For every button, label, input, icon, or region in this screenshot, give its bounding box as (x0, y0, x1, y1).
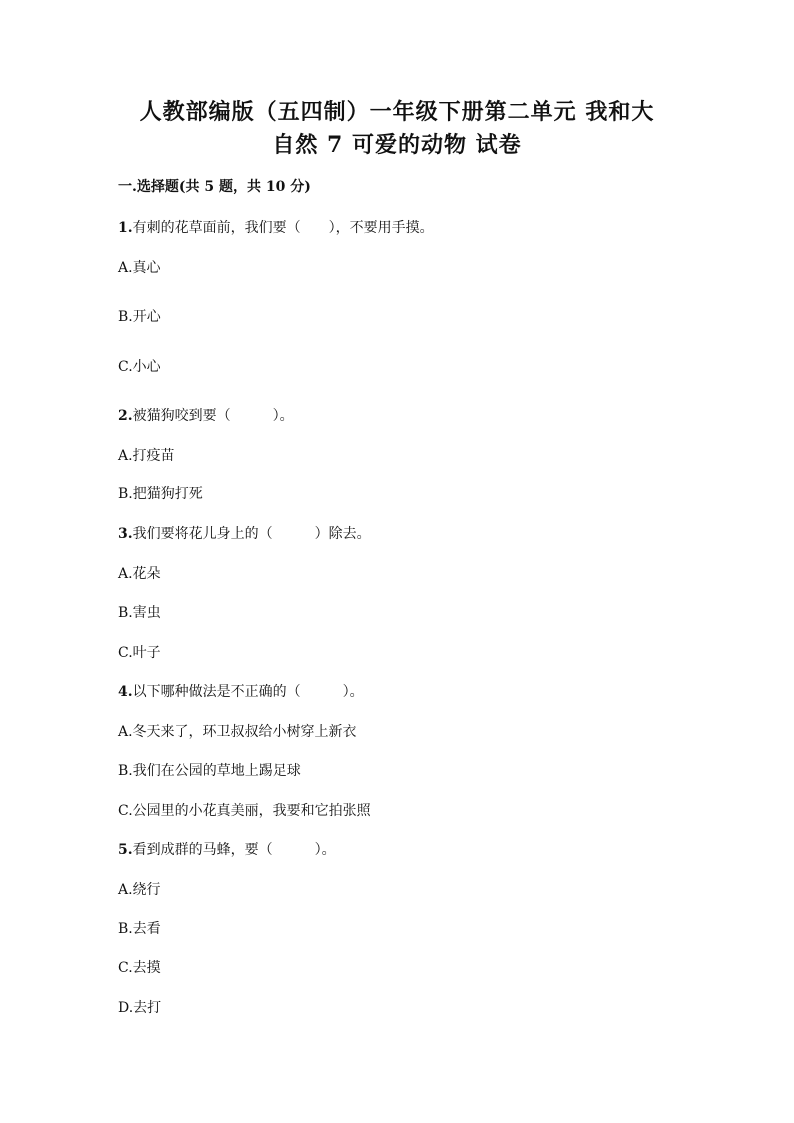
question-number: 3. (118, 526, 133, 542)
question-5-option-a: A.绕行 (118, 882, 161, 898)
question-text: 我们要将花儿身上的（ ）除去。 (132, 526, 371, 542)
document-title-line-2: 自然 7 可爱的动物 试卷 (272, 132, 522, 158)
question-2-option-a: A.打疫苗 (118, 448, 175, 464)
question-text: 有刺的花草面前，我们要（ ），不要用手摸。 (132, 220, 434, 236)
question-3 (118, 524, 371, 544)
question-3-option-c: C.叶子 (118, 645, 161, 661)
question-3-option-a: A.花朵 (118, 566, 161, 582)
question-1-option-a: A.真心 (118, 260, 161, 276)
question-text: 看到成群的马蜂，要（ ）。 (132, 842, 336, 858)
question-3-option-b: B.害虫 (118, 605, 161, 621)
question-2 (118, 406, 294, 426)
question-2-option-b: B.把猫狗打死 (118, 486, 203, 502)
question-5-option-b: B.去看 (118, 921, 161, 937)
question-4-option-c: C.公园里的小花真美丽，我要和它拍张照 (118, 803, 371, 819)
question-4-option-a: A.冬天来了，环卫叔叔给小树穿上新衣 (118, 724, 357, 740)
question-4-option-b: B.我们在公园的草地上踢足球 (118, 763, 301, 779)
question-number: 4. (118, 684, 133, 700)
question-1 (118, 218, 434, 238)
question-text: 被猫狗咬到要（ ）。 (132, 408, 294, 424)
question-number: 1. (118, 220, 133, 236)
question-number: 2. (118, 408, 133, 424)
question-1-option-c: C.小心 (118, 359, 161, 375)
question-number: 5. (118, 842, 133, 858)
document-title-line-1: 人教部编版（五四制）一年级下册第二单元 我和大 (139, 99, 655, 125)
question-text: 以下哪种做法是不正确的（ ）。 (132, 684, 364, 700)
question-1-option-b: B.开心 (118, 309, 161, 325)
section-heading: 一.选择题(共 5 题，共 10 分) (118, 179, 311, 195)
question-5 (118, 840, 336, 860)
question-5-option-c: C.去摸 (118, 960, 161, 976)
question-4 (118, 682, 364, 702)
question-5-option-d: D.去打 (118, 1000, 162, 1016)
